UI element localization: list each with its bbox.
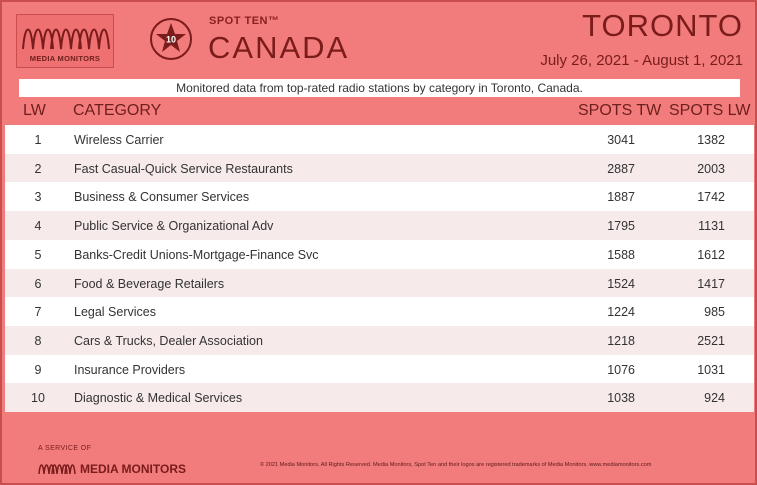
row-rank: 7	[34, 305, 42, 320]
row-category: Legal Services	[74, 305, 156, 320]
spot-ten-label: SPOT TEN™	[209, 15, 280, 27]
row-category: Food & Beverage Retailers	[74, 276, 225, 291]
row-rank: 5	[34, 247, 42, 262]
row-category: Insurance Providers	[74, 362, 186, 377]
row-spots-tw: 1588	[607, 247, 635, 262]
table-row	[5, 269, 754, 298]
row-spots-lw: 1742	[697, 190, 725, 205]
category-table	[5, 99, 754, 412]
row-spots-lw: 924	[704, 391, 725, 406]
row-spots-lw: 1382	[697, 133, 725, 147]
row-spots-tw: 2887	[607, 161, 635, 176]
media-monitors-logo	[16, 14, 114, 68]
row-spots-tw: 1218	[607, 333, 635, 348]
table-row	[5, 240, 754, 269]
table-row	[5, 326, 754, 355]
table-row	[5, 211, 754, 240]
footer-logo-text: MEDIA MONITORS	[80, 462, 187, 476]
row-rank: 2	[34, 161, 42, 176]
row-spots-tw: 1795	[607, 219, 635, 234]
row-rank: 10	[31, 391, 45, 406]
table-row	[5, 355, 754, 384]
row-spots-tw: 3041	[607, 133, 635, 147]
row-category: Banks-Credit Unions-Mortgage-Finance Svc	[74, 247, 319, 262]
header	[2, 2, 755, 78]
table-row	[5, 182, 754, 211]
row-rank: 9	[34, 362, 42, 377]
date-range: July 26, 2021 - August 1, 2021	[540, 52, 743, 69]
subtitle: Monitored data from top-rated radio stations by category in Toronto, Canada.	[19, 79, 740, 97]
row-spots-tw: 1524	[607, 276, 635, 291]
row-category: Public Service & Organizational Adv	[74, 219, 274, 234]
copyright-text: © 2021 Media Monitors. All Rights Reserved. Media Monitors, Spot Ten and their logos are registered trademarks of Media Monitors. www.mediamonitors.com	[260, 462, 652, 468]
table-row	[5, 297, 754, 326]
header-spots-lw: SPOTS LW	[669, 102, 751, 119]
row-spots-lw: 1131	[698, 219, 725, 234]
table-row	[5, 125, 754, 154]
row-spots-tw: 1076	[607, 362, 635, 377]
star-badge-icon	[149, 17, 193, 61]
header-spots-tw: SPOTS TW	[578, 102, 662, 119]
row-spots-lw: 1417	[697, 276, 725, 291]
row-spots-tw: 1038	[607, 391, 635, 406]
table-row	[5, 383, 754, 412]
table-header	[5, 99, 754, 125]
row-spots-lw: 1031	[697, 362, 725, 377]
row-rank: 6	[34, 276, 42, 291]
row-category: Wireless Carrier	[74, 133, 164, 147]
row-spots-lw: 985	[704, 305, 725, 320]
row-category: Diagnostic & Medical Services	[74, 391, 243, 406]
header-category: CATEGORY	[73, 102, 162, 119]
table-row	[5, 154, 754, 183]
media-monitors-logo-icon	[38, 461, 76, 475]
header-lw: LW	[23, 102, 46, 119]
row-spots-lw: 2521	[697, 333, 725, 348]
row-spots-lw: 1612	[697, 247, 725, 262]
row-rank: 1	[34, 133, 42, 147]
city-title: TORONTO	[582, 8, 743, 43]
logo-text: MEDIA MONITORS	[29, 54, 101, 63]
row-category: Business & Consumer Services	[74, 190, 250, 205]
badge-number: 10	[165, 34, 177, 45]
service-of-label: A SERVICE OF	[38, 445, 92, 452]
row-rank: 3	[34, 190, 42, 205]
row-category: Cars & Trucks, Dealer Association	[74, 333, 263, 348]
row-spots-lw: 2003	[697, 161, 725, 176]
country-title: CANADA	[208, 30, 350, 65]
media-monitors-logo-icon	[21, 19, 111, 51]
row-rank: 4	[34, 219, 42, 234]
row-rank: 8	[34, 333, 42, 348]
row-spots-tw: 1887	[607, 190, 635, 205]
row-category: Fast Casual-Quick Service Restaurants	[74, 161, 293, 176]
row-spots-tw: 1224	[607, 305, 635, 320]
